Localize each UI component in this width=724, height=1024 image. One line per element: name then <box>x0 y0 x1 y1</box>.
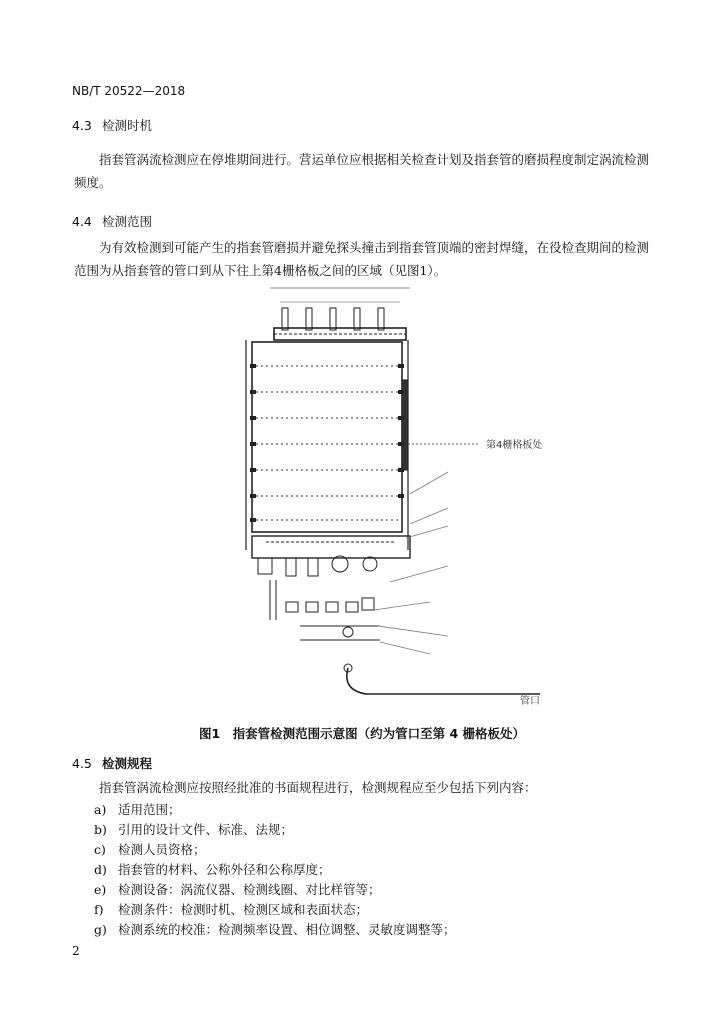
page-number: 2 <box>72 944 80 958</box>
list-item: c) 检测人员资格； <box>94 842 206 857</box>
list-item: a) 适用范围； <box>94 802 181 817</box>
list-item: d) 指套管的材料、公称外径和公称厚度； <box>94 862 331 877</box>
section-4-3-heading <box>72 116 152 134</box>
figure-caption: 图1 指套管检测范围示意图（约为管口至第 4 栅格板处） <box>198 726 526 741</box>
section-number: 4.4 <box>72 214 92 229</box>
section-4-4-heading <box>72 212 152 230</box>
section-title: 检测规程 <box>102 756 153 771</box>
drive-units <box>274 308 406 340</box>
section-4-5-heading <box>72 754 152 772</box>
procedure-content-list <box>94 800 456 940</box>
tube-mouth-label: 管口 <box>520 696 540 707</box>
list-item: e) 检测设备：涡流仪器、检测线圈、对比样管等； <box>94 882 381 897</box>
section-number: 4.5 <box>72 756 92 771</box>
section-title: 检测时机 <box>102 118 153 133</box>
list-item: f) 检测条件：检测时机、检测区域和表面状态； <box>94 902 369 917</box>
section-4-5-intro: 指套管涡流检测应按照经批准的书面规程进行，检测规程应至少包括下列内容： <box>99 780 537 795</box>
list-item: g) 检测系统的校准：检测频率设置、相位调整、灵敏度调整等； <box>94 922 456 937</box>
section-title: 检测范围 <box>102 214 153 229</box>
section-4-3-paragraph: 指套管涡流检测应在停堆期间进行。营运单位应根据相关检查计划及指套管的磨损程度制定涡流检测频度。 <box>74 152 650 190</box>
grid-plate-label: 第4栅格板处 <box>486 440 543 451</box>
figure-1-diagram <box>230 280 560 710</box>
standard-number: NB/T 20522—2018 <box>72 84 186 98</box>
list-item: b) 引用的设计文件、标准、法规； <box>94 822 294 837</box>
section-number: 4.3 <box>72 118 92 133</box>
section-4-4-paragraph: 为有效检测到可能产生的指套管磨损并避免探头撞击到指套管顶端的密封焊缝，在役检查期间的检测范围为从指套管的管口到从下往上第4栅格板之间的区域（见图1）。 <box>74 240 650 278</box>
